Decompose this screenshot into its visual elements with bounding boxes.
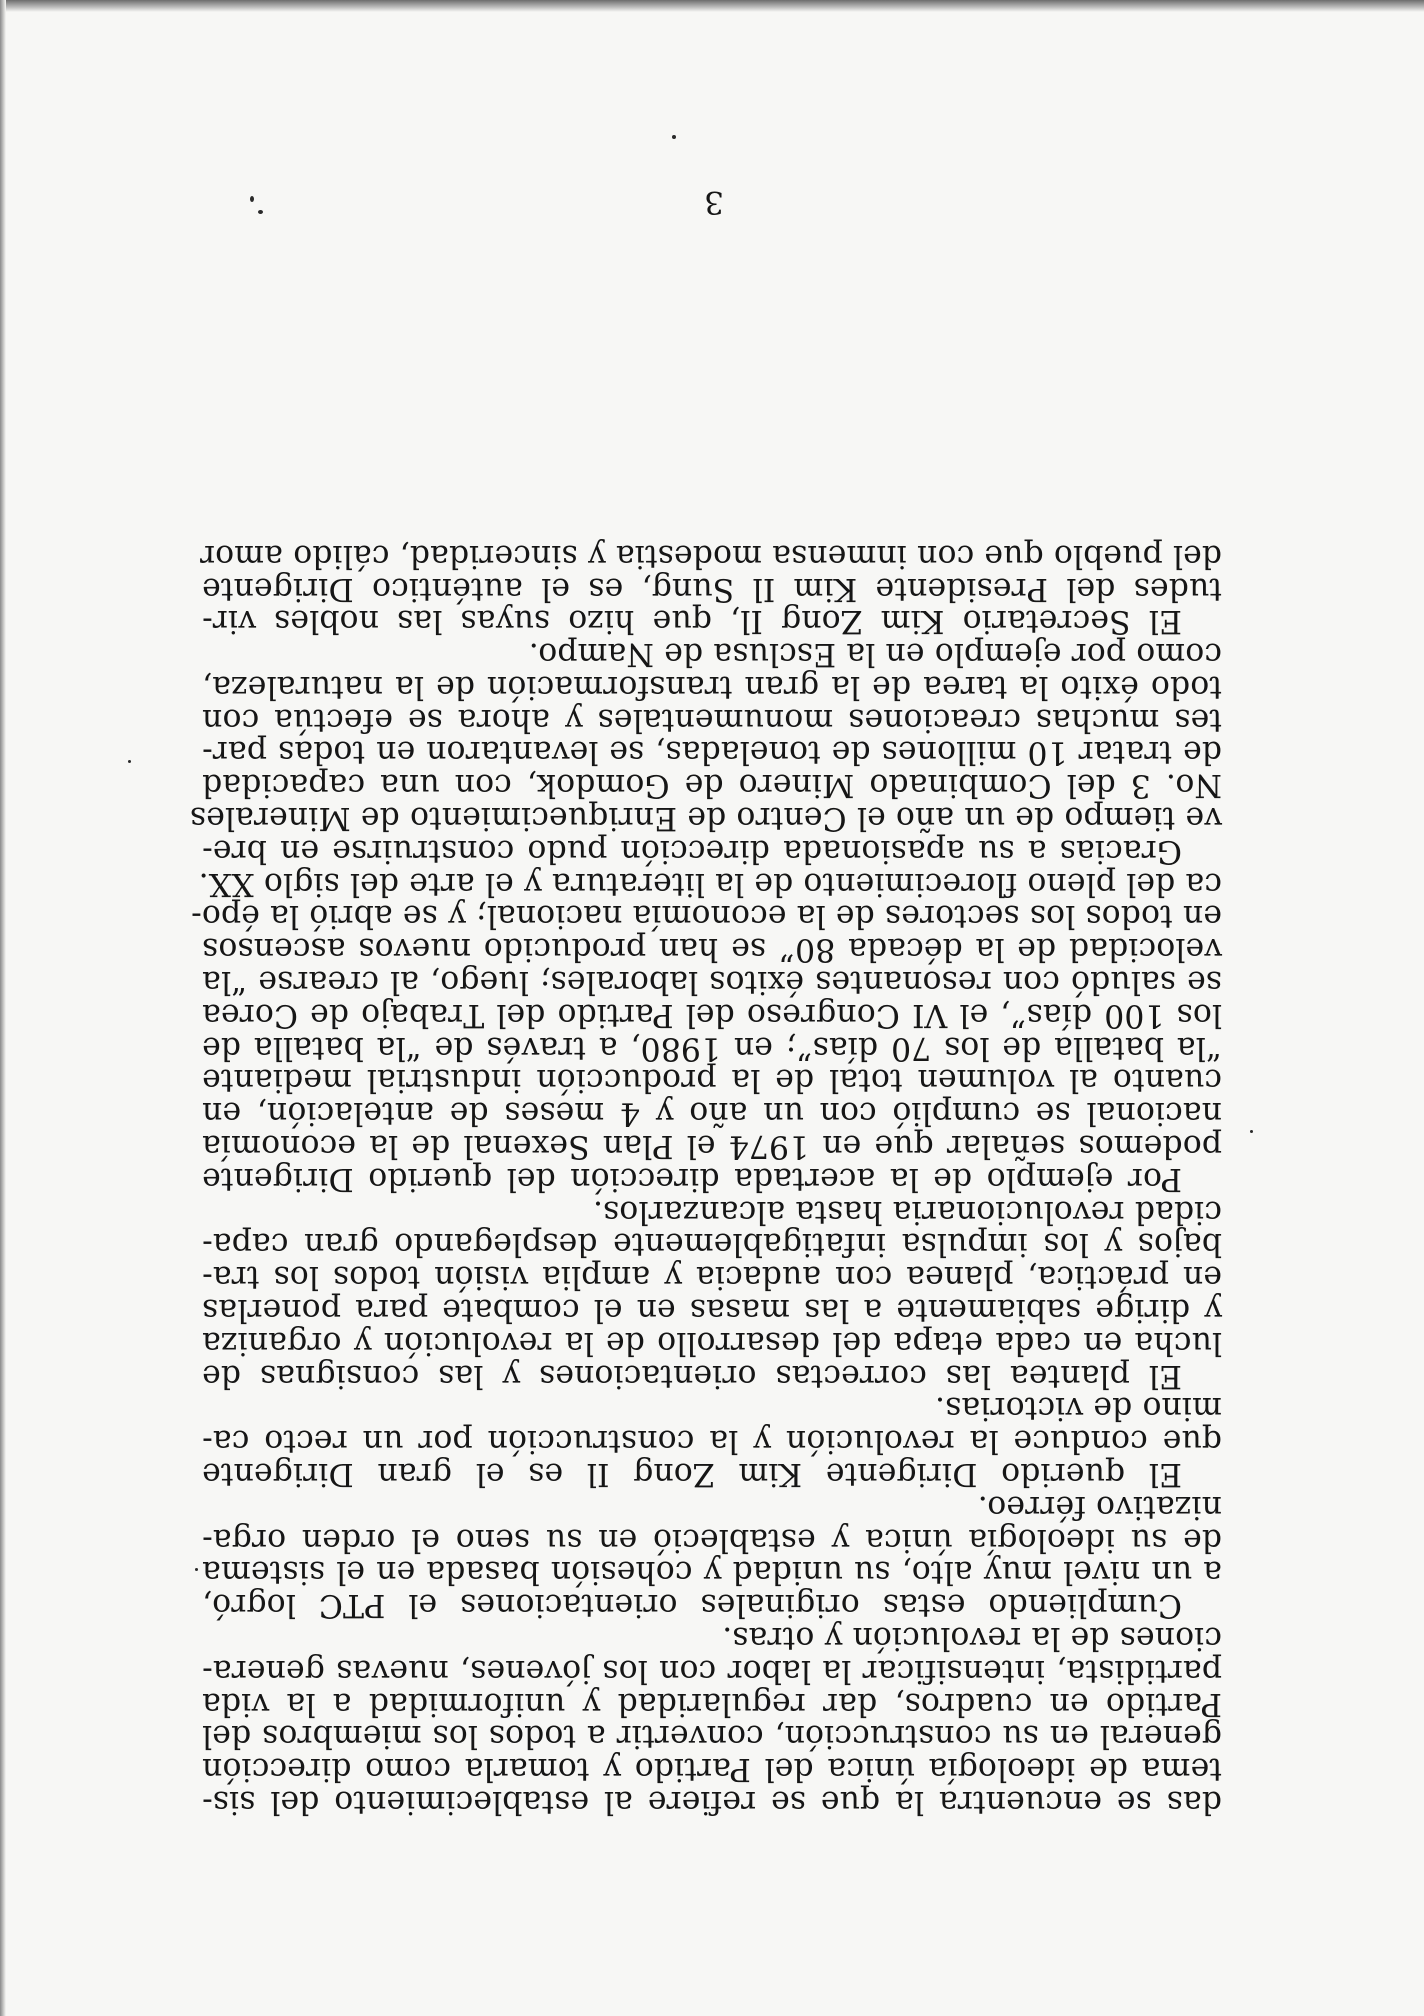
text-line: todo éxito la tarea de la gran transformación de la naturaleza, [202, 668, 1222, 705]
scan-speck [672, 135, 676, 139]
text-line: El Secretario Kim Zong Il, que hizo suyas las nobles vir- [202, 603, 1182, 640]
text-line: del pueblo que con inmensa modestia y sinceridad, cálido amor [199, 537, 1222, 574]
page-number: 3 [704, 184, 724, 220]
scan-speck [128, 760, 131, 763]
text-line: lucha en cada etapa del desarrollo de la revolución y organiza [202, 1324, 1222, 1361]
text-line: y dirige sabiamente a las masas en el combate para ponerlas [202, 1292, 1222, 1329]
text-line: a un nivel muy alto, su unidad y cohesión basada en el sistema [202, 1554, 1222, 1591]
text-line: nizativo férreo. [977, 1488, 1222, 1525]
text-line: se saludó con resonantes éxitos laborales; luego, al crearse “la [202, 964, 1222, 1001]
text-line: tudes del Presidente Kim Il Sung, es el auténtico Dirigente [202, 570, 1222, 607]
text-line: en práctica, planea con audacia y amplia visión todos los tra- [202, 1259, 1222, 1296]
text-line: Cumpliendo estas originales orientaciones el PTC logró, [202, 1587, 1182, 1624]
text-line: como por ejemplo en la Esclusa de Nampo. [528, 636, 1222, 673]
text-line: cuanto al volumen total de la producción industrial mediante [202, 1062, 1222, 1099]
text-line: en todos los sectores de la economía nacional; y se abrió la épo- [191, 898, 1222, 935]
text-line: tes muchas creaciones monumentales y ahora se efectúa con [202, 701, 1222, 738]
text-line: Partido en cuadros, dar regularidad y uniformidad a la vida [202, 1685, 1222, 1722]
text-line: El querido Dirigente Kim Zong Il es el gran Dirigente [202, 1456, 1182, 1493]
text-line: podemos señalar que en 1974 el Plan Sexenal de la economía [202, 1128, 1222, 1165]
text-line: No. 3 del Combinado Minero de Gomdok, con una capacidad [202, 767, 1222, 804]
scan-speck [258, 210, 263, 214]
text-line: los 100 días”, el VI Congreso del Partido del Trabajo de Corea [202, 996, 1222, 1033]
text-line: que conduce la revolución y la construcción por un recto ca- [202, 1423, 1222, 1460]
text-line: Por ejemplo de la acertada dirección del querido Dirigente [202, 1160, 1182, 1197]
text-line: de su ideología única y estableció en su seno el orden orga- [202, 1521, 1222, 1558]
text-line: partidista, intensificar la labor con los jóvenes, nuevas genera- [202, 1652, 1222, 1689]
text-line: das se encuentra la que se refiere al establecimiento del sis- [202, 1784, 1222, 1820]
text-line: Gracias a su apasionada dirección pudo construirse en bre- [202, 832, 1182, 869]
text-line: tema de ideología única del Partido y tomarla como dirección [202, 1751, 1222, 1788]
text-line: “la batalla de los 70 días”; en 1980, a través de “la batalla de [202, 1029, 1222, 1066]
text-line: de tratar 10 millones de toneladas, se levantaron en todas par- [202, 734, 1222, 771]
text-line: ciones de la revolución y otras. [722, 1620, 1222, 1657]
scan-speck [1250, 1130, 1253, 1133]
text-line: velocidad de la década 80” se han producido nuevos ascensos [202, 931, 1222, 968]
scan-speck [250, 196, 254, 202]
text-line: ca del pleno florecimiento de la literatura y el arte del siglo XX. [198, 865, 1222, 902]
text-line: general en su construcción, convertir a todos los miembros del [202, 1718, 1222, 1755]
body-text [189, 537, 1222, 1820]
text-line: El plantea las correctas orientaciones y las consignas de [202, 1357, 1182, 1394]
text-line: nacional se cumplió con un año y 4 meses de antelación, en [202, 1095, 1222, 1132]
text-line: cidad revolucionaria hasta alcanzarlos. [592, 1193, 1222, 1230]
scan-speck [195, 1568, 198, 1571]
text-line: bajos y los impulsa infatigablemente desplegando gran capa- [202, 1226, 1222, 1263]
text-line: mino de victorias. [934, 1390, 1222, 1427]
text-line: ve tiempo de un año el Centro de Enriquecimiento de Minerales [189, 800, 1222, 837]
